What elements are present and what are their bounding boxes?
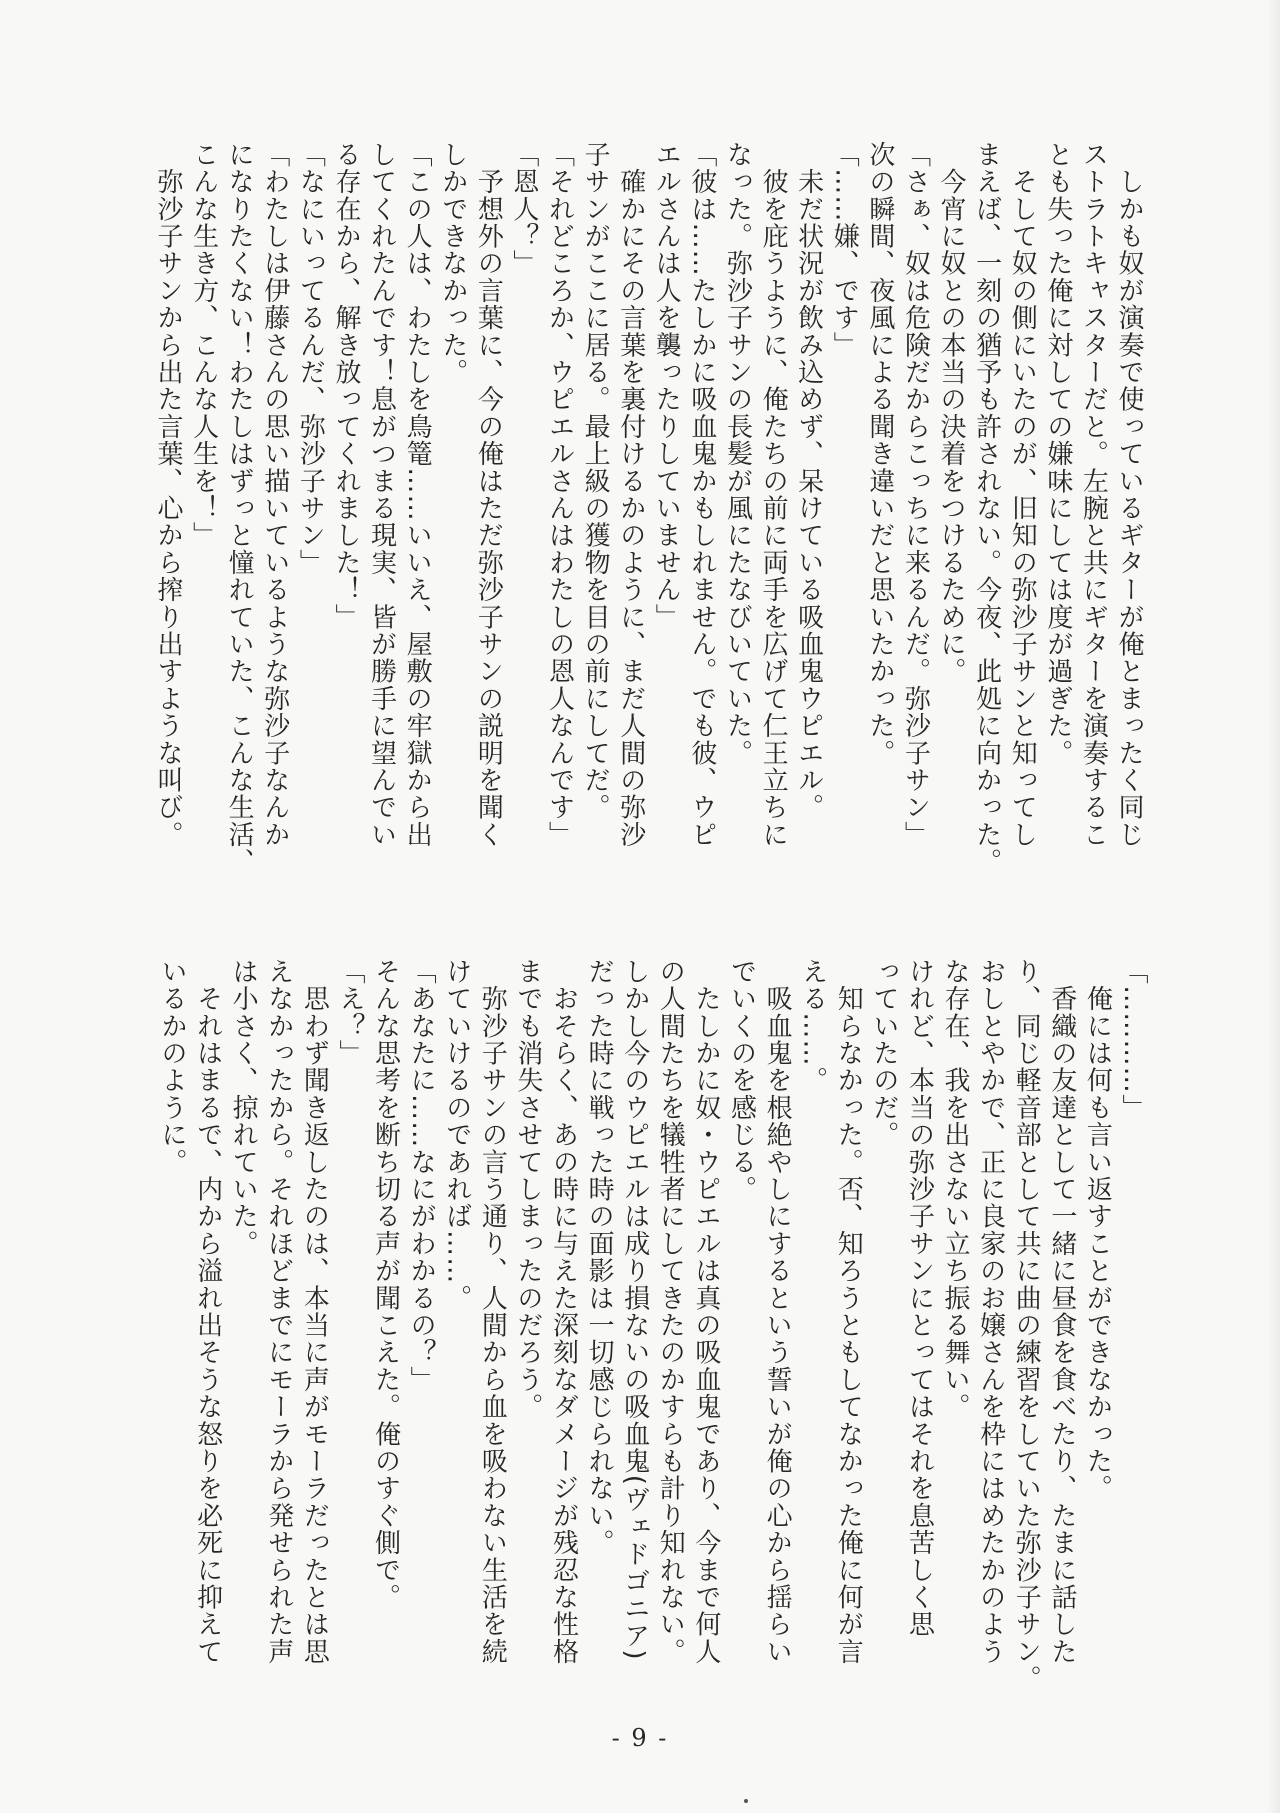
text-column: けていけるのであれば……。 (441, 958, 472, 1312)
text-column: それはまるで、内から溢れ出そうな怒りを必死に抑えて (192, 958, 223, 1666)
text-column: とも失った俺に対しての嫌味にしては度が過ぎた。 (1042, 141, 1073, 767)
scan-speck (744, 1799, 748, 1803)
text-column: 吸血鬼を根絶やしにするという誓いが俺の心から揺らい (762, 958, 793, 1666)
text-column: こんな生き方、こんな人生を！」 (188, 141, 219, 549)
text-column: な存在、我を出さない立ち振る舞い。 (940, 958, 971, 1421)
text-block-bottom (153, 958, 1150, 1698)
text-column: 今宵に奴との本当の決着をつけるために。 (936, 141, 967, 685)
text-column: える……。 (797, 958, 828, 1094)
text-column: 「恩人？」 (508, 141, 539, 277)
text-column: 未だ状況が飲み込めず、呆けている吸血鬼ウピエル。 (793, 141, 824, 821)
text-column: 「あなたに……なにがわかるの？」 (406, 958, 437, 1394)
text-column: まえば、一刻の猶予も許されない。今夜、此処に向かった。 (971, 141, 1002, 876)
text-column: になりたくない！わたしはずっと憧れていた、こんな生活、 (224, 141, 255, 876)
text-block-top (149, 141, 1146, 901)
text-column: そんな思考を断ち切る声が聞こえた。俺のすぐ側で。 (370, 958, 401, 1611)
text-column: は小さく、掠れていた。 (228, 958, 259, 1258)
text-column: なった。弥沙子サンの長髪が風にたなびいていた。 (722, 141, 753, 767)
text-column: 確かにその言葉を裏付けるかのように、まだ人間の弥沙 (615, 141, 646, 849)
text-column: る存在から、解き放ってくれました！」 (330, 141, 361, 631)
text-column: 俺には何も言い返すことができなかった。 (1082, 958, 1113, 1502)
text-column: 「…………」 (1118, 958, 1148, 1122)
text-column: 香織の友達として一緒に昼食を食べたり、たまに話した (1046, 958, 1077, 1666)
text-column: り、同じ軽音部として共に曲の練習をしていた弥沙子サン。 (1011, 958, 1042, 1693)
text-column: えなかったから。それほどまでにモーラから発せられた声 (263, 958, 294, 1666)
text-column: 「それどころか、ウピエルさんはわたしの恩人なんです」 (544, 141, 575, 849)
text-column: 「なにいってるんだ、弥沙子サン」 (295, 141, 326, 577)
text-column: おそらく、あの時に与えた深刻なダメージが残忍な性格 (548, 958, 579, 1666)
text-column: 「……嫌、です」 (829, 141, 860, 359)
text-column: してくれたんです！息がつまる現実、皆が勝手に望んでい (366, 141, 397, 849)
text-column: 「この人は、わたしを鳥篭……いいえ、屋敷の牢獄から出 (402, 141, 433, 849)
text-column: でいくのを感じる。 (726, 958, 757, 1203)
page-edge-shadow (1266, 0, 1280, 1813)
text-column: 知らなかった。否、知ろうともしてなかった俺に何が言 (833, 958, 864, 1666)
text-column: 子サンがここに居る。最上級の獲物を目の前にしてだ。 (580, 141, 611, 821)
text-column: の人間たちを犠牲者にしてきたのかすらも計り知れない。 (655, 958, 686, 1666)
text-column: おしとやかで、正に良家のお嬢さんを枠にはめたかのよう (975, 958, 1006, 1666)
text-column: っていたのだ。 (868, 958, 899, 1149)
text-column: だった時に戦った時の面影は一切感じられない。 (584, 958, 615, 1557)
text-column: 彼を庇うように、俺たちの前に両手を広げて仁王立ちに (758, 141, 789, 849)
text-column: たしかに奴・ウピエルは真の吸血鬼であり、今まで何人 (690, 958, 721, 1666)
text-column: 弥沙子サンの言う通り、人間から血を吸わない生活を続 (477, 958, 508, 1666)
text-column: 次の瞬間、夜風による聞き違いだと思いたかった。 (864, 141, 895, 767)
text-column: しかし今のウピエルは成り損ないの吸血鬼(ヴェドゴニア) (619, 958, 650, 1661)
text-column: 予想外の言葉に、今の俺はただ弥沙子サンの説明を聞く (473, 141, 504, 849)
text-column: 「さぁ、奴は危険だからこっちに来るんだ。弥沙子サン」 (900, 141, 931, 849)
text-column: ストラトキャスターだと。左腕と共にギターを演奏するこ (1078, 141, 1109, 849)
text-column: しかできなかった。 (437, 141, 468, 386)
text-column: エルさんは人を襲ったりしていません」 (651, 141, 682, 631)
text-column: 思わず聞き返したのは、本当に声がモーラだったとは思 (299, 958, 330, 1666)
text-column: 弥沙子サンから出た言葉、心から搾り出すような叫び。 (152, 141, 183, 849)
text-column: そして奴の側にいたのが、旧知の弥沙子サンと知ってし (1007, 141, 1038, 849)
text-column: 「彼は……たしかに吸血鬼かもしれません。でも彼、ウピ (686, 141, 717, 849)
text-column: いるかのように。 (156, 958, 187, 1176)
text-column: しかも奴が演奏で使っているギターが俺とまったく同じ (1114, 141, 1144, 849)
text-column: までも消失させてしまったのだろう。 (512, 958, 543, 1421)
text-column: けれど、本当の弥沙子サンにとってはそれを息苦しく思 (904, 958, 935, 1638)
text-column: 「わたしは伊藤さんの思い描いているような弥沙子なんか (259, 141, 290, 849)
text-column: 「え？」 (334, 958, 365, 1067)
page-number: - 9 - (611, 1724, 669, 1752)
